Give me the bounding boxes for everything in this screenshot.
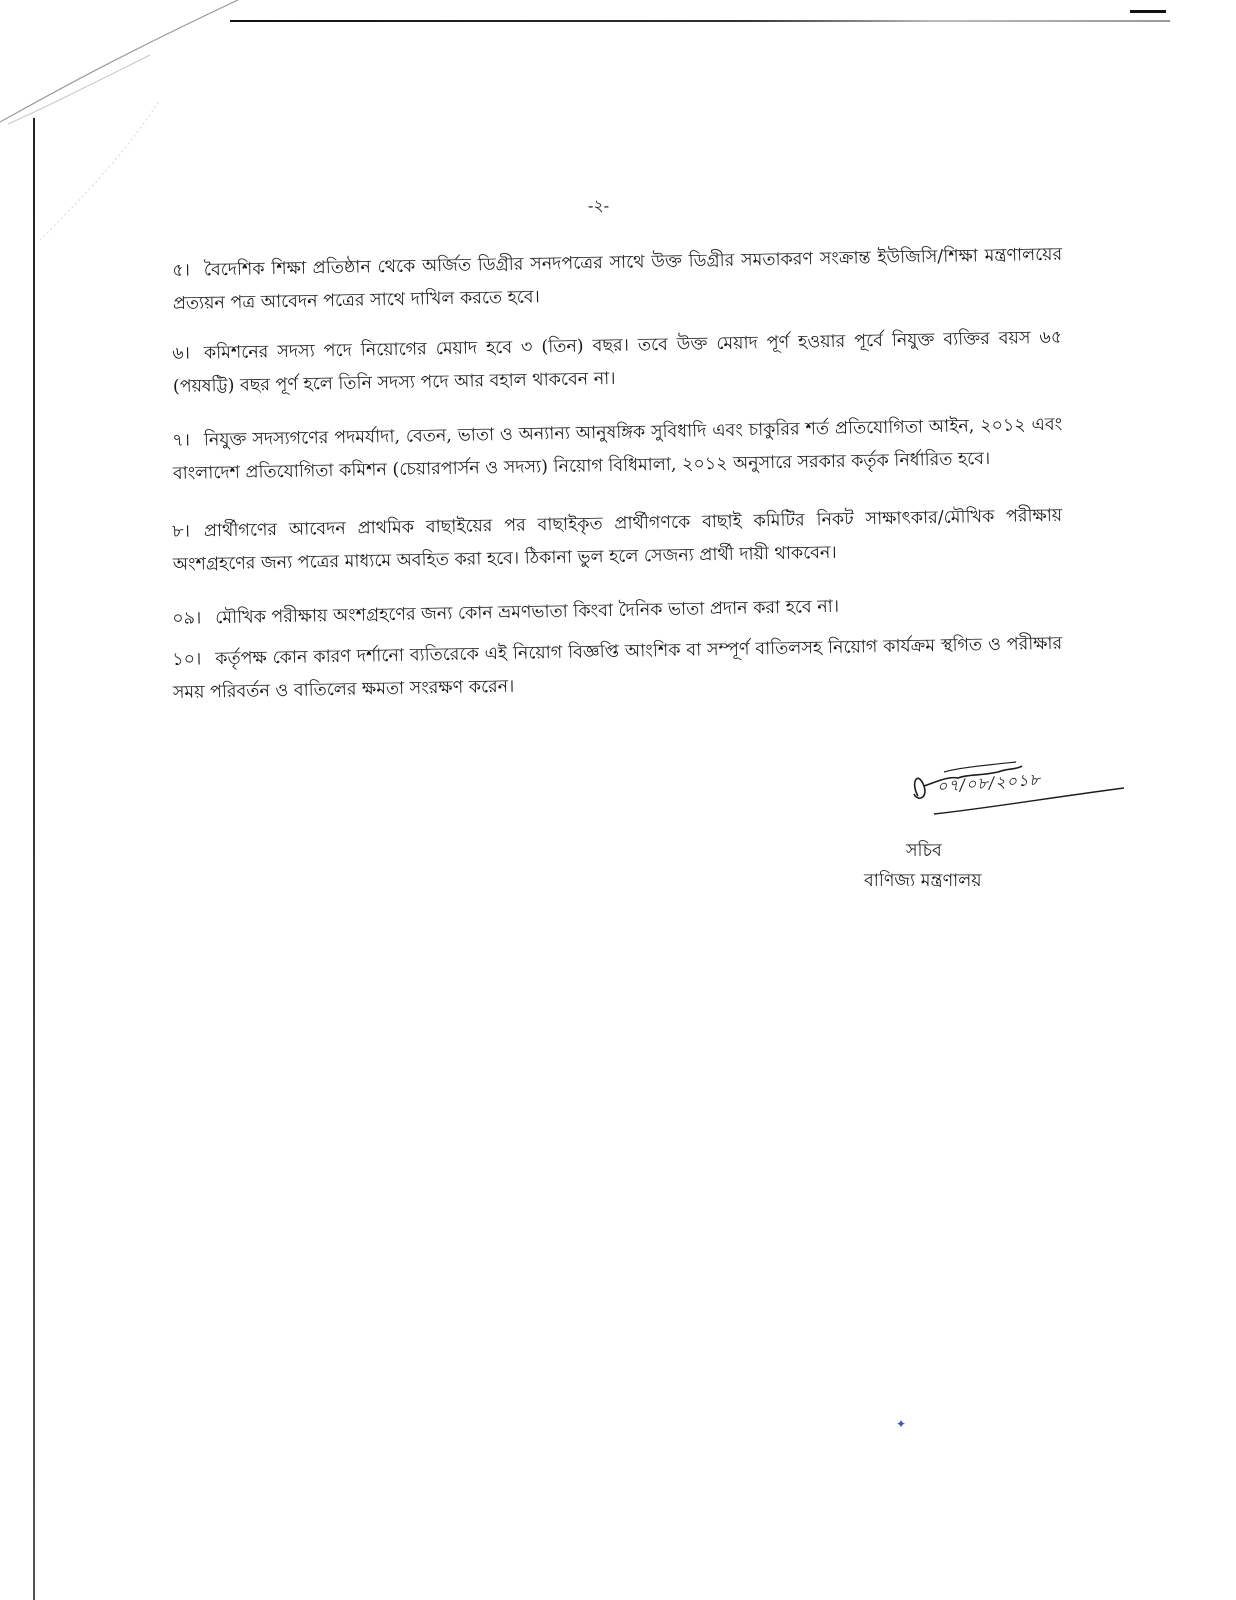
paragraph-number: ৭। — [172, 430, 191, 451]
paragraph-7 — [172, 409, 1063, 491]
paragraph-number: ৫। — [172, 260, 191, 281]
paragraph-text: কমিশনের সদস্য পদে নিয়োগের মেয়াদ হবে ৩ (তিন) বছর। তবে উক্ত মেয়াদ পূর্ণ হওয়ার পূর্বে নিযুক্ত ব্যক্তির বয়স ৬৫ (পয়ষট্টি) বছর পূর্ণ হলে তিনি সদস্য পদে আর বহাল থাকবেন না। — [172, 327, 1063, 397]
paragraph-text: বৈদেশিক শিক্ষা প্রতিষ্ঠান থেকে অর্জিত ডিগ্রীর সনদপত্রের সাথে উক্ত ডিগ্রীর সমতাকরণ সংক্রান্ত ইউজিসি/শিক্ষা মন্ত্রণালয়ের প্রত্যয়ন পত্র আবেদন পত্রের সাথে দাখিল করতে হবে। — [172, 244, 1063, 314]
paragraph-9 — [172, 587, 1062, 636]
scan-edge-mark — [1130, 10, 1166, 13]
ink-speck: ✦ — [896, 1417, 907, 1431]
paragraph-text: নিযুক্ত সদস্যগণের পদমর্যাদা, বেতন, ভাতা ও অন্যান্য আনুষঙ্গিক সুবিধাদি এবং চাকুরির শর্ত প্রতিযোগিতা আইন, ২০১২ এবং বাংলাদেশ প্রতিযোগিতা কমিশন (চেয়ারপার্সন ও সদস্য) নিয়োগ বিধিমালা, ২০১২ অনুসারে সরকার কর্তৃক নির্ধারিত হবে। — [172, 414, 1063, 484]
scan-edge-top — [230, 20, 1170, 22]
scan-edge-left — [33, 118, 35, 1600]
paragraph-text: প্রার্থীগণের আবেদন প্রাথমিক বাছাইয়ের পর বাছাইকৃত প্রার্থীগণকে বাছাই কমিটির নিকট সাক্ষাৎকার/মৌখিক পরীক্ষায় অংশগ্রহণের জন্য পত্রের মাধ্যমে অবহিত করা হবে। ঠিকানা ভুল হলে সেজন্য প্রার্থী দায়ী থাকবেন। — [172, 505, 1063, 575]
signatory-office: বাণিজ্য মন্ত্রণালয় — [864, 871, 982, 891]
paragraph-text: কর্তৃপক্ষ কোন কারণ দর্শানো ব্যতিরেকে এই নিয়োগ বিজ্ঞপ্তি আংশিক বা সম্পূর্ণ বাতিলসহ নিয়োগ কার্যক্রম স্থগিত ও পরীক্ষার সময় পরিবর্তন ও বাতিলের ক্ষমতা সংরক্ষণ করেন। — [172, 633, 1063, 703]
paragraph-text: মৌখিক পরীক্ষায় অংশগ্রহণের জন্য কোন ভ্রমণভাতা কিংবা দৈনিক ভাতা প্রদান করা হবে না। — [215, 596, 840, 629]
page-fold-mark — [0, 0, 260, 260]
signature-date: ০৭/০৮/২০১৮ — [936, 769, 1042, 796]
paragraph-number: ১০। — [172, 649, 202, 670]
paragraph-8 — [172, 500, 1063, 582]
paragraph-number: ০৯। — [172, 608, 202, 629]
paragraph-5 — [172, 239, 1063, 321]
page-number: -২- — [588, 196, 610, 215]
paragraph-6 — [172, 322, 1063, 404]
signature-block — [888, 752, 1128, 822]
signatory-title: সচিব — [906, 841, 942, 861]
paragraph-number: ৮। — [172, 521, 191, 542]
paragraph-10 — [172, 628, 1063, 710]
paragraph-number: ৬। — [172, 343, 191, 364]
